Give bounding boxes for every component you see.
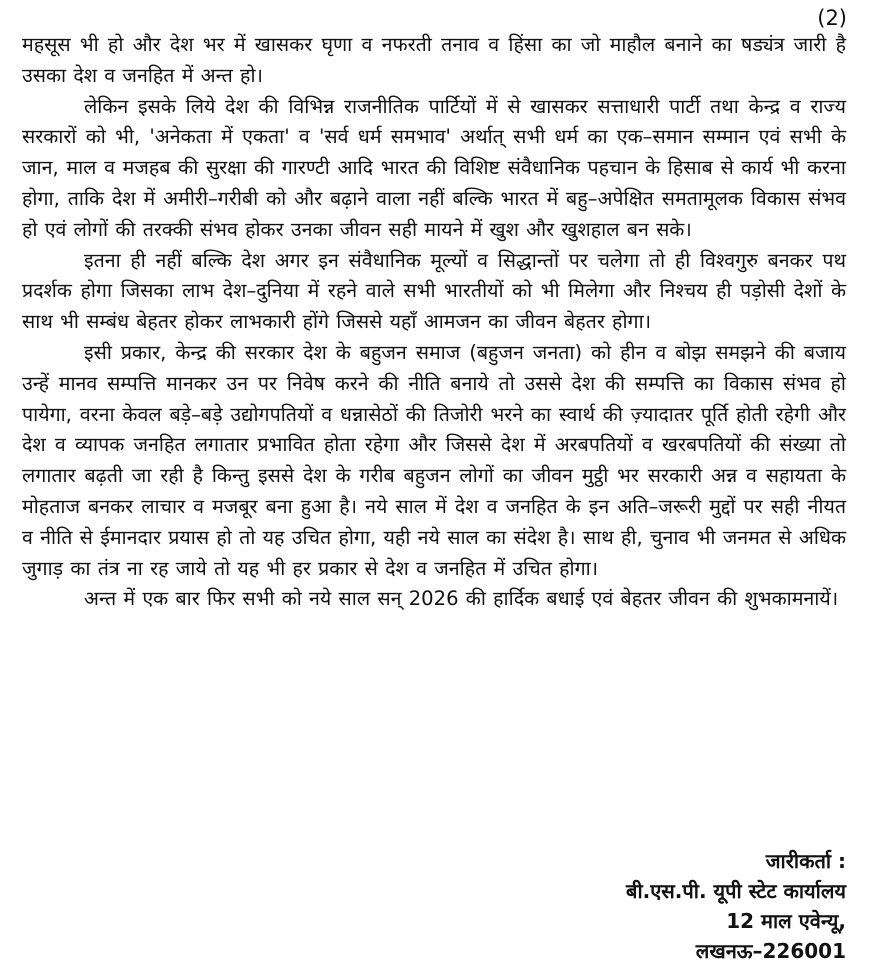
page-number: (2) — [817, 6, 847, 30]
paragraph-new-year-greetings: अन्त में एक बार फिर सभी को नये साल सन् 2026 की हार्दिक बधाई एवं बेहतर जीवन की शुभकामनायें। — [84, 587, 839, 611]
paragraph-constitutional-values: लेकिन इसके लिये देश की विभिन्न राजनीतिक पार्टियों में से खासकर सत्ताधारी पार्टी तथा केन्द्र व राज्य सरकारों को भी, 'अनेकता में एकता' व 'सर्व धर्म समभाव' अर्थात् सभी धर्म का एक–समान सम्मान एवं सभी के जान, माल व मजहब की सुरक्षा की गारण्टी आदि भारत की विशिष्ट संवैधानिक पहचान के हिसाब से कार्य भी करना होगा, ताकि देश में अमीरी–गरीबी को और बढ़ाने वाला नहीं बल्कि भारत में बहु–अपेक्षित समतामूलक विकास संभव हो एवं लोगों की तरक्की संभव होकर उनका जीवन सही मायने में खुश और खुशहाल बन सके। — [22, 94, 846, 241]
paragraph-vishwaguru: इतना ही नहीं बल्कि देश अगर इन संवैधानिक मूल्यों व सिद्धान्तों पर चलेगा तो ही विश्वगुरु बनकर पथ प्रदर्शक होगा जिसका लाभ देश–दुनिया में रहने वाले सभी भारतीयों को भी मिलेगा और निश्चय ही पड़ोसी देशों के साथ भी सम्बंध बेहतर होकर लाभकारी होंगे जिससे यहाँ आमजन का जीवन बेहतर होगा। — [22, 248, 846, 334]
issuer-label: जारीकर्ता : — [765, 849, 846, 873]
issuer-signature-block — [626, 846, 846, 966]
paragraph-continuation: महसूस भी हो और देश भर में खासकर घृणा व नफरती तनाव व हिंसा का जो माहौल बनाने का षड्यंत्र जारी है उसका देश व जनहित में अन्त हो। — [22, 33, 846, 87]
letter-body — [22, 30, 846, 615]
issuer-city: लखनऊ–226001 — [695, 939, 846, 963]
paragraph-bahujan-society: इसी प्रकार, केन्द्र की सरकार देश के बहुजन समाज (बहुजन जनता) को हीन व बोझ समझने की बजाय उन्हें मानव सम्पत्ति मानकर उन पर निवेष करने की नीति बनाये तो उससे देश की सम्पत्ति का विकास संभव हो पायेगा, वरना केवल बड़े–बड़े उद्योगपतियों व धन्नासेठों की तिजोरी भरने का स्वार्थ की ज़्यादातर पूर्ति होती रहेगी और देश व व्यापक जनहित लगातार प्रभावित होता रहेगा और जिससे देश में अरबपतियों व खरबपतियों की संख्या तो लगातार बढ़ती जा रही है किन्तु इससे देश के गरीब बहुजन लोगों का जीवन मुट्ठी भर सरकारी अन्न व सहायता के मोहताज बनकर लाचार व मजबूर बना हुआ है। नये साल में देश व जनहित के इन अति–जरूरी मुद्दों पर सही नीयत व नीति से ईमानदार प्रयास हो तो यह उचित होगा, यही नये साल का संदेश है। साथ ही, चुनाव भी जनमत से अधिक जुगाड़ का तंत्र ना रह जाये तो यह भी हर प्रकार से देश व जनहित में उचित होगा। — [22, 340, 846, 580]
issuer-street: 12 माल एवेन्यू, — [726, 909, 846, 933]
issuer-office: बी.एस.पी. यूपी स्टेट कार्यालय — [626, 879, 846, 903]
